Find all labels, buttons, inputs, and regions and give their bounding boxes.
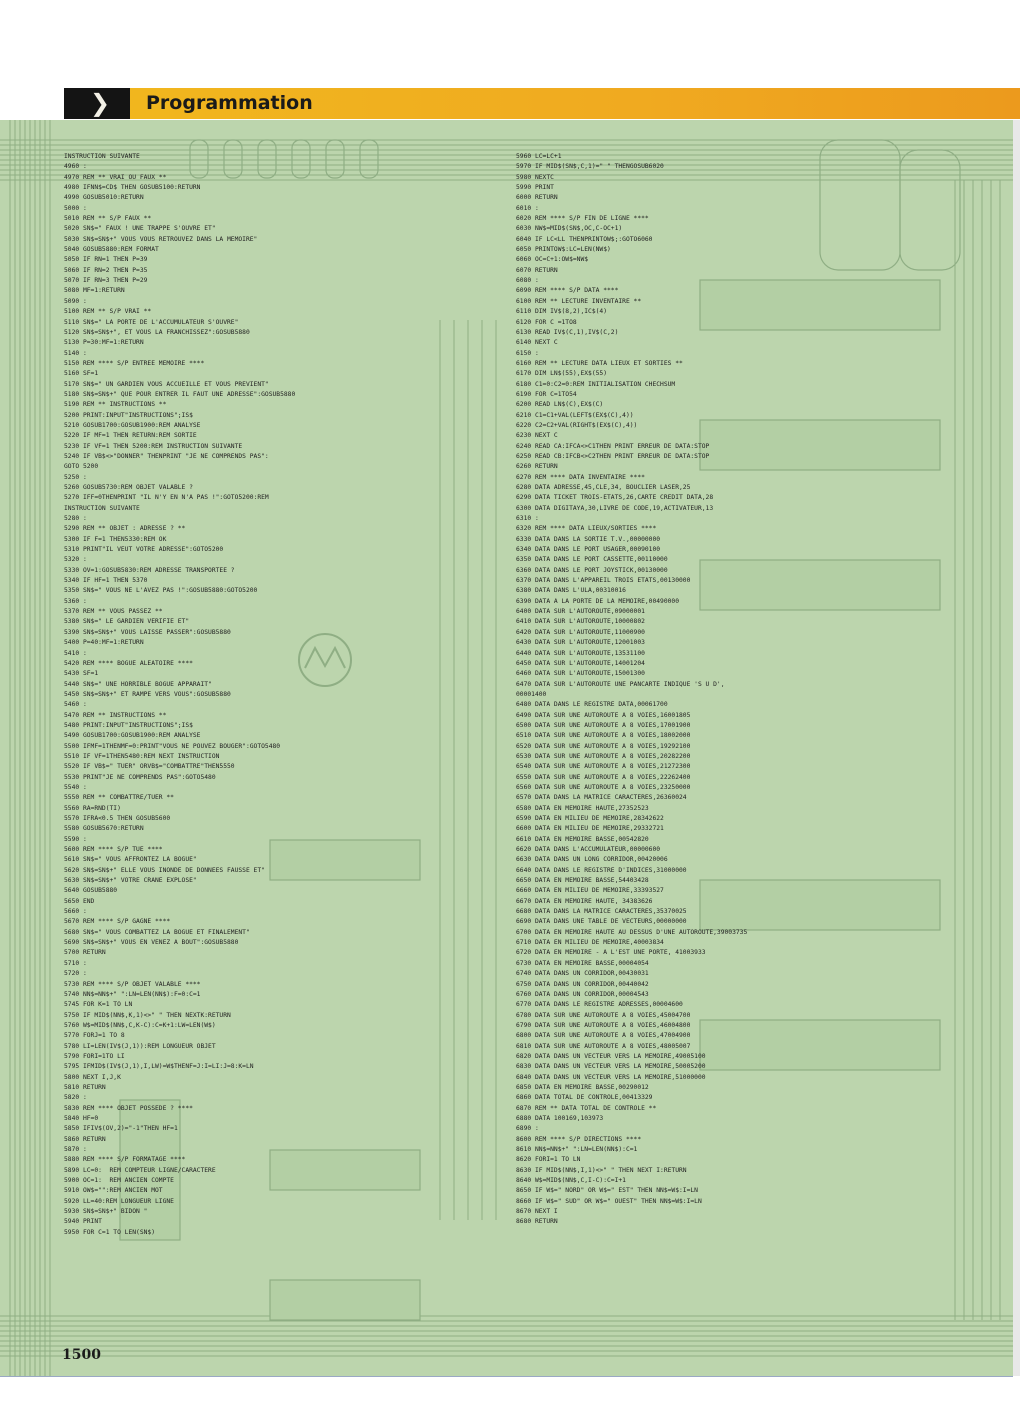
code-line: 5430 SF=1 [64, 670, 99, 678]
section-header [64, 88, 1020, 119]
code-line: 5580 GOSUB5670:RETURN [64, 825, 144, 833]
code-line: 5380 SN$=" LE GARDIEN VERIFIE ET" [64, 618, 190, 626]
code-line: 5830 REM **** OBJET POSSEDE ? **** [64, 1104, 193, 1112]
code-line: 5180 SN$=SN$+" QUE POUR ENTRER IL FAUT UNE ADRESSE":GOSUB5880 [64, 390, 296, 398]
code-line: 6090 REM **** S/P DATA **** [516, 287, 619, 295]
chevron-right-icon: ❯ [90, 89, 111, 117]
program-listing-left [64, 152, 295, 1238]
code-line: 6790 DATA SUR UNE AUTOROUTE A 8 VOIES,46004800 [516, 1021, 691, 1029]
component-chip [270, 1280, 420, 1320]
code-line: 5745 FOR K=1 TO LN [64, 1001, 133, 1009]
code-line: 6770 DATA DANS LE REGISTRE ADRESSES,00004600 [516, 1001, 683, 1009]
code-line: 6880 DATA 100169,103973 [516, 1114, 604, 1122]
code-line: 6750 DATA DANS UN CORRIDOR,00440042 [516, 980, 649, 988]
code-line: 5220 IF MF=1 THEN RETURN:REM SORTIE [64, 432, 197, 440]
code-line: GOTO 5200 [64, 463, 99, 471]
code-line: 5740 NN$=NN$+" ":LN=LEN(NN$):F=0:C=1 [64, 990, 201, 998]
code-line: 5840 HF=0 [64, 1114, 99, 1122]
code-line: 5650 END [64, 897, 95, 905]
code-line: 6480 DATA DANS LE REGISTRE DATA,00061700 [516, 701, 668, 709]
code-line: 5000 : [64, 204, 87, 212]
code-line: 6830 DATA DANS UN VECTEUR VERS LA MEMOIRE,50005200 [516, 1063, 706, 1071]
code-line: 4980 IFNN$=CD$ THEN GOSUB5100:RETURN [64, 184, 201, 192]
code-line: 5870 : [64, 1146, 87, 1153]
code-line: 6520 DATA SUR UNE AUTOROUTE A 8 VOIES,19292100 [516, 742, 691, 750]
code-line: 5860 RETURN [64, 1135, 106, 1143]
code-line: 6030 NW$=MID$(SN$,OC,C-OC+1) [516, 225, 623, 233]
code-line: 6140 NEXT C [516, 339, 558, 347]
code-line: 5140 : [64, 349, 87, 357]
code-line: 5490 GOSUB1700:GOSUB1900:REM ANALYSE [64, 732, 201, 740]
code-line: 5890 LC=0: REM COMPTEUR LIGNE/CARACTERE [64, 1166, 216, 1174]
code-line: 6890 : [516, 1125, 539, 1133]
component-logo-mark [305, 648, 345, 668]
code-line: 5520 IF VB$=" TUER" ORVB$="COMBATTRE"THEN5550 [64, 763, 235, 771]
code-line: 6170 DIM LN$(55),EX$(55) [516, 370, 607, 378]
code-line: 5680 SN$=" VOUS COMBATTEZ LA BOGUE ET FINALEMENT" [64, 928, 250, 936]
code-line: 5940 PRINT [64, 1218, 102, 1226]
code-line: 5810 RETURN [64, 1083, 106, 1091]
code-line: 6240 READ CA:IFCA<>C1THEN PRINT ERREUR DE DATA:STOP [516, 442, 710, 450]
code-line: 6720 DATA EN MEMOIRE - A L'EST UNE PORTE, 41003933 [516, 949, 706, 957]
code-line: 6430 DATA SUR L'AUTOROUTE,12001003 [516, 639, 645, 647]
code-line: 5480 PRINT:INPUT"INSTRUCTIONS";IS$ [64, 721, 193, 729]
code-line: 5540 : [64, 783, 87, 791]
code-line: 5080 MF=1:RETURN [64, 287, 125, 295]
header-tab [64, 88, 130, 119]
code-line: 8620 FORI=1 TO LN [516, 1156, 581, 1164]
code-line: 6820 DATA DANS UN VECTEUR VERS LA MEMOIRE,49005100 [516, 1052, 706, 1060]
code-line: 5670 REM **** S/P GAGNE **** [64, 918, 171, 926]
code-line: 8680 RETURN [516, 1218, 558, 1226]
code-line: 5200 PRINT:INPUT"INSTRUCTIONS";IS$ [64, 411, 193, 419]
code-line: 6730 DATA EN MEMOIRE BASSE,00004054 [516, 959, 649, 967]
code-line: 6350 DATA DANS LE PORT CASSETTE,00110000 [516, 556, 668, 564]
component-logo [299, 634, 351, 686]
code-line: 5590 : [64, 835, 87, 843]
code-line: 5160 SF=1 [64, 370, 99, 378]
code-line: 6500 DATA SUR UNE AUTOROUTE A 8 VOIES,17001900 [516, 721, 691, 729]
code-line: 5100 REM ** S/P VRAI ** [64, 308, 152, 316]
code-line: 6360 DATA DANS LE PORT JOYSTICK,00130000 [516, 566, 668, 574]
code-line: 5290 REM ** OBJET : ADRESSE ? ** [64, 525, 186, 533]
component-capacitor [360, 140, 378, 178]
code-line: 5240 IF VB$<>"DONNER" THENPRINT "JE NE COMPRENDS PAS": [64, 452, 269, 460]
code-line: 5330 OV=1:GOSUB5830:REM ADRESSE TRANSPORTEE ? [64, 566, 235, 574]
code-line: 6020 REM **** S/P FIN DE LIGNE **** [516, 215, 649, 223]
code-line: 6540 DATA SUR UNE AUTOROUTE A 8 VOIES,21272300 [516, 763, 691, 771]
code-line: 8610 NN$=NN$+" ":LN=LEN(NN$):C=1 [516, 1146, 638, 1153]
code-line: 8600 REM **** S/P DIRECTIONS **** [516, 1135, 642, 1143]
section-title: Programmation [146, 92, 313, 114]
code-line: 5550 REM ** COMBATTRE/TUER ** [64, 794, 174, 802]
code-line: 5060 IF RN=2 THEN P=35 [64, 266, 148, 274]
code-line: INSTRUCTION SUIVANTE [64, 153, 140, 160]
code-line: 5610 SN$=" VOUS AFFRONTEZ LA BOGUE" [64, 856, 197, 864]
code-line: 6000 RETURN [516, 194, 558, 202]
code-line: 8670 NEXT I [516, 1208, 558, 1216]
code-line: 6380 DATA DANS L'ULA,00310016 [516, 587, 626, 595]
code-line: 5960 LC=LC+1 [516, 153, 562, 160]
code-line: 5030 SN$=SN$+" VOUS VOUS RETROUVEZ DANS LA MEMOIRE" [64, 235, 258, 243]
code-line: 5760 W$=MID$(NN$,C,K-C):C=K+1:LW=LEN(W$) [64, 1021, 216, 1029]
code-line: 6280 DATA ADRESSE,45,CLE,34, BOUCLIER LASER,25 [516, 484, 691, 491]
code-line: 6220 C2=C2+VAL(RIGHT$(EX$(C),4)) [516, 421, 638, 429]
code-line: 5510 IF VF=1THEN5480:REM NEXT INSTRUCTION [64, 752, 220, 760]
code-line: 5600 REM **** S/P TUE **** [64, 846, 163, 854]
code-line: 6040 IF LC<LL THENPRINTOW$;:GOTO6060 [516, 235, 653, 243]
code-line: 8640 W$=MID$(NN$,C,I-C):C=I+1 [516, 1177, 626, 1185]
code-line: 5660 : [64, 908, 87, 916]
code-line: 6740 DATA DANS UN CORRIDOR,00430031 [516, 970, 649, 978]
code-line: 5900 OC=1: REM ANCIEN COMPTE [64, 1177, 174, 1185]
code-line: 5010 REM ** S/P FAUX ** [64, 215, 152, 223]
code-line: 5990 PRINT [516, 184, 554, 192]
code-line: 6840 DATA DANS UN VECTEUR VERS LA MEMOIRE,51000000 [516, 1073, 706, 1081]
code-line: 5120 SN$=SN$+", ET VOUS LA FRANCHISSEZ":GOSUB5880 [64, 328, 250, 336]
code-line: 6270 REM **** DATA INVENTAIRE **** [516, 473, 645, 481]
code-line: 5270 IFF=0THENPRINT "IL N'Y EN N'A PAS !":GOTO5200:REM [64, 494, 269, 502]
code-line: 5450 SN$=SN$+" ET RAMPE VERS VOUS":GOSUB5880 [64, 690, 231, 698]
code-line: 6180 C1=0:C2=0:REM INITIALISATION CHECHSUM [516, 380, 676, 388]
code-line: 5950 FOR C=1 TO LEN(SN$) [64, 1228, 155, 1236]
code-line: 6330 DATA DANS LA SORTIE T.V.,00000000 [516, 535, 661, 543]
code-line: 6130 READ IV$(C,1),IV$(C,2) [516, 328, 619, 336]
page-edge [1013, 120, 1020, 1376]
code-line: 5130 P=30:MF=1:RETURN [64, 339, 144, 347]
code-line: 6110 DIM IV$(8,2),IC$(4) [516, 308, 607, 316]
code-line: 6600 DATA EN MILIEU DE MEMOIRE,29332721 [516, 825, 664, 833]
code-line: 8660 IF W$=" SUD" OR W$=" OUEST" THEN NN$=W$:I=LN [516, 1197, 702, 1205]
code-line: 6810 DATA SUR UNE AUTOROUTE A 8 VOIES,48005007 [516, 1042, 691, 1050]
code-line: 6570 DATA DANS LA MATRICE CARACTERES,26360024 [516, 794, 687, 802]
code-line: 5230 IF VF=1 THEN 5200:REM INSTRUCTION SUIVANTE [64, 442, 243, 450]
code-line: 6410 DATA SUR L'AUTOROUTE,10000802 [516, 618, 645, 626]
code-line: 5340 IF HF=1 THEN 5370 [64, 577, 148, 585]
code-line: 5690 SN$=SN$+" VOUS EN VENEZ A BOUT":GOSUB5880 [64, 939, 239, 947]
page-number: 1500 [62, 1347, 101, 1363]
code-line: 6580 DATA EN MEMOIRE HAUTE,27352523 [516, 804, 649, 812]
code-line: 6470 DATA SUR L'AUTOROUTE UNE PANCARTE INDIQUE 'S U D', [516, 680, 725, 688]
code-line: 6190 FOR C=1TO54 [516, 390, 577, 398]
code-line: 6210 C1=C1+VAL(LEFT$(EX$(C),4)) [516, 411, 634, 419]
code-line: 5090 : [64, 297, 87, 305]
code-line: 6460 DATA SUR L'AUTOROUTE,15001300 [516, 670, 645, 678]
code-line: 5780 LI=LEN(IV$(J,1)):REM LONGUEUR OBJET [64, 1042, 216, 1050]
code-line: 5500 IFMF=1THENMF=0:PRINT"VOUS NE POUVEZ BOUGER":GOTO5480 [64, 742, 281, 750]
code-line: 6290 DATA TICKET TROIS-ETATS,26,CARTE CREDIT DATA,28 [516, 494, 714, 502]
code-line: 6860 DATA TOTAL DE CONTROLE,00413329 [516, 1094, 653, 1102]
code-line: 5320 : [64, 556, 87, 564]
code-line: 5530 PRINT"JE NE COMPRENDS PAS":GOTO5480 [64, 773, 216, 781]
code-line: 6230 NEXT C [516, 432, 558, 440]
code-line: 5970 IF MID$(SN$,C,1)=" " THENGOSUB6020 [516, 163, 664, 171]
code-line: 6060 OC=C+1:OW$=NW$ [516, 256, 589, 264]
code-line: 6080 : [516, 277, 539, 285]
code-line: 5420 REM **** BOGUE ALEATOIRE **** [64, 659, 193, 667]
code-line: 6710 DATA EN MILIEU DE MEMOIRE,40003834 [516, 939, 664, 947]
code-line: 6870 REM ** DATA TOTAL DE CONTROLE ** [516, 1104, 657, 1112]
code-line: 6510 DATA SUR UNE AUTOROUTE A 8 VOIES,18002000 [516, 732, 691, 740]
code-line: 6440 DATA SUR L'AUTOROUTE,13531100 [516, 649, 645, 657]
code-line: INSTRUCTION SUIVANTE [64, 504, 140, 512]
code-line: 6150 : [516, 349, 539, 357]
code-line: 5300 IF F=1 THEN5330:REM OK [64, 535, 167, 543]
code-line: 6400 DATA SUR L'AUTOROUTE,09000001 [516, 608, 645, 616]
code-line: 6320 REM **** DATA LIEUX/SORTIES **** [516, 525, 657, 533]
code-line: 5210 GOSUB1700:GOSUB1900:REM ANALYSE [64, 421, 201, 429]
code-line: 5400 P=40:MF=1:RETURN [64, 639, 144, 647]
code-line: 6200 READ LN$(C),EX$(C) [516, 401, 604, 409]
circuit-board-background [0, 120, 1013, 1376]
code-line: 5050 IF RN=1 THEN P=39 [64, 256, 148, 264]
code-line: 5360 : [64, 597, 87, 605]
program-listing-right [516, 152, 747, 1228]
code-line: 6450 DATA SUR L'AUTOROUTE,14001204 [516, 659, 645, 667]
code-line: 5790 FORI=1TO LI [64, 1052, 125, 1060]
code-line: 5770 FORJ=1 TO 8 [64, 1032, 125, 1040]
code-line: 5930 SN$=SN$+" BIDON " [64, 1208, 148, 1216]
code-line: 5110 SN$=" LA PORTE DE L'ACCUMULATEUR S'OUVRE" [64, 318, 239, 326]
code-line: 6310 : [516, 515, 539, 523]
code-line: 5370 REM ** VOUS PASSEZ ** [64, 608, 163, 616]
code-line: 6550 DATA SUR UNE AUTOROUTE A 8 VOIES,22262400 [516, 773, 691, 781]
code-line: 6420 DATA SUR L'AUTOROUTE,11000900 [516, 628, 645, 636]
code-line: 5150 REM **** S/P ENTREE MEMOIRE **** [64, 359, 205, 367]
code-line: 5460 : [64, 701, 87, 709]
code-line: 6390 DATA A LA PORTE DE LA MEMOIRE,00490000 [516, 597, 680, 605]
component-cylinder [900, 150, 960, 270]
code-line: 6670 DATA EN MEMOIRE HAUTE, 34383626 [516, 897, 653, 905]
code-line: 5570 IFRA<0.5 THEN GOSUB5600 [64, 815, 171, 822]
component-capacitor [326, 140, 344, 178]
code-line: 5070 IF RN=3 THEN P=29 [64, 277, 148, 285]
code-line: 00001400 [516, 690, 547, 698]
code-line: 5260 GOSUB5730:REM OBJET VALABLE ? [64, 484, 193, 491]
code-line: 5820 : [64, 1094, 87, 1102]
code-line: 6690 DATA DANS UNE TABLE DE VECTEURS,00000000 [516, 918, 687, 926]
code-line: 5620 SN$=SN$+" ELLE VOUS INONDE DE DONNEES FAUSSE ET" [64, 866, 265, 874]
code-line: 6780 DATA SUR UNE AUTOROUTE A 8 VOIES,45004700 [516, 1011, 691, 1019]
code-line: 4960 : [64, 163, 87, 171]
code-line: 6800 DATA SUR UNE AUTOROUTE A 8 VOIES,47004900 [516, 1032, 691, 1040]
code-line: 5310 PRINT"IL VEUT VOTRE ADRESSE":GOTO5200 [64, 546, 224, 554]
code-line: 5700 RETURN [64, 949, 106, 957]
code-line: 6300 DATA DIGITAYA,30,LIVRE DE CODE,19,ACTIVATEUR,13 [516, 504, 714, 512]
code-line: 5470 REM ** INSTRUCTIONS ** [64, 711, 167, 719]
code-line: 6760 DATA DANS UN CORRIDOR,00004543 [516, 990, 649, 998]
code-line: 5720 : [64, 970, 87, 978]
code-line: 5880 REM **** S/P FORMATAGE **** [64, 1156, 186, 1164]
code-line: 5795 IFMID$(IV$(J,1),I,LW)=W$THENF=J:I=LI:J=8:K=LN [64, 1063, 254, 1071]
code-line: 5800 NEXT I,J,K [64, 1073, 121, 1081]
code-line: 6120 FOR C =1TO8 [516, 318, 577, 326]
bottom-rule [0, 1376, 1013, 1377]
code-line: 6050 PRINTOW$:LC=LEN(NW$) [516, 246, 611, 254]
code-line: 6630 DATA DANS UN LONG CORRIDOR,00420006 [516, 856, 668, 864]
code-line: 5710 : [64, 959, 87, 967]
code-line: 5750 IF MID$(NN$,K,1)<>" " THEN NEXTK:RETURN [64, 1011, 231, 1019]
code-line: 6370 DATA DANS L'APPAREIL TROIS ETATS,00130000 [516, 577, 691, 585]
code-line: 5250 : [64, 473, 87, 481]
code-line: 5350 SN$=" VOUS NE L'AVEZ PAS !":GOSUB5880:GOTO5200 [64, 587, 258, 595]
code-line: 6660 DATA EN MILIEU DE MEMOIRE,33393527 [516, 887, 664, 895]
code-line: 6100 REM ** LECTURE INVENTAIRE ** [516, 297, 642, 305]
code-line: 6010 : [516, 204, 539, 212]
code-line: 6620 DATA DANS L'ACCUMULATEUR,00000600 [516, 846, 661, 854]
code-line: 5280 : [64, 515, 87, 523]
code-line: 5910 OW$="":REM ANCIEN MOT [64, 1187, 163, 1195]
code-line: 6590 DATA EN MILIEU DE MEMOIRE,28342622 [516, 815, 664, 822]
code-line: 6850 DATA EN MEMOIRE BASSE,00290012 [516, 1083, 649, 1091]
code-line: 6340 DATA DANS LE PORT USAGER,00090100 [516, 546, 661, 554]
code-line: 6530 DATA SUR UNE AUTOROUTE A 8 VOIES,20282200 [516, 752, 691, 760]
code-line: 6490 DATA SUR UNE AUTOROUTE A 8 VOIES,16001805 [516, 711, 691, 719]
code-line: 5980 NEXTC [516, 173, 554, 181]
code-line: 5170 SN$=" UN GARDIEN VOUS ACCUEILLE ET VOUS PREVIENT" [64, 380, 269, 388]
code-line: 5560 RA=RND(TI) [64, 804, 121, 812]
code-line: 4970 REM ** VRAI OU FAUX ** [64, 173, 167, 181]
code-line: 6070 RETURN [516, 266, 558, 274]
code-line: 4990 GOSUB5010:RETURN [64, 194, 144, 202]
code-line: 6560 DATA SUR UNE AUTOROUTE A 8 VOIES,23250000 [516, 783, 691, 791]
code-line: 6700 DATA EN MEMOIRE HAUTE AU DESSUS D'UNE AUTOROUTE,39003735 [516, 928, 748, 936]
code-line: 5020 SN$=" FAUX ! UNE TRAPPE S'OUVRE ET" [64, 225, 216, 233]
code-line: 6610 DATA EN MEMOIRE BASSE,00542820 [516, 835, 649, 843]
code-line: 5040 GOSUB5880:REM FORMAT [64, 246, 159, 254]
code-line: 6160 REM ** LECTURE DATA LIEUX ET SORTIES ** [516, 359, 683, 367]
code-line: 5410 : [64, 649, 87, 657]
code-line: 6640 DATA DANS LE REGISTRE D'INDICES,31000000 [516, 866, 687, 874]
code-line: 6250 READ CB:IFCB<>C2THEN PRINT ERREUR DE DATA:STOP [516, 452, 710, 460]
code-line: 5850 IFIV$(OV,2)="-1"THEN HF=1 [64, 1125, 178, 1133]
code-line: 5630 SN$=SN$+" VOTRE CRANE EXPLOSE" [64, 877, 197, 885]
code-line: 5640 GOSUB5880 [64, 887, 118, 895]
code-line: 5440 SN$=" UNE HORRIBLE BOGUE APPARAIT" [64, 680, 212, 688]
code-line: 6260 RETURN [516, 463, 558, 471]
code-line: 5190 REM ** INSTRUCTIONS ** [64, 401, 167, 409]
code-line: 5390 SN$=SN$+" VOUS LAISSE PASSER":GOSUB5880 [64, 628, 231, 636]
code-line: 6680 DATA DANS LA MATRICE CARACTERES,35370025 [516, 908, 687, 916]
code-line: 8650 IF W$=" NORD" OR W$=" EST" THEN NN$=W$:I=LN [516, 1187, 698, 1195]
code-line: 8630 IF MID$(NN$,I,1)<>" " THEN NEXT I:RETURN [516, 1166, 687, 1174]
code-line: 5920 LL=40:REM LONGUEUR LIGNE [64, 1197, 174, 1205]
code-line: 6650 DATA EN MEMOIRE BASSE,54403428 [516, 877, 649, 885]
code-line: 5730 REM **** S/P OBJET VALABLE **** [64, 980, 201, 988]
